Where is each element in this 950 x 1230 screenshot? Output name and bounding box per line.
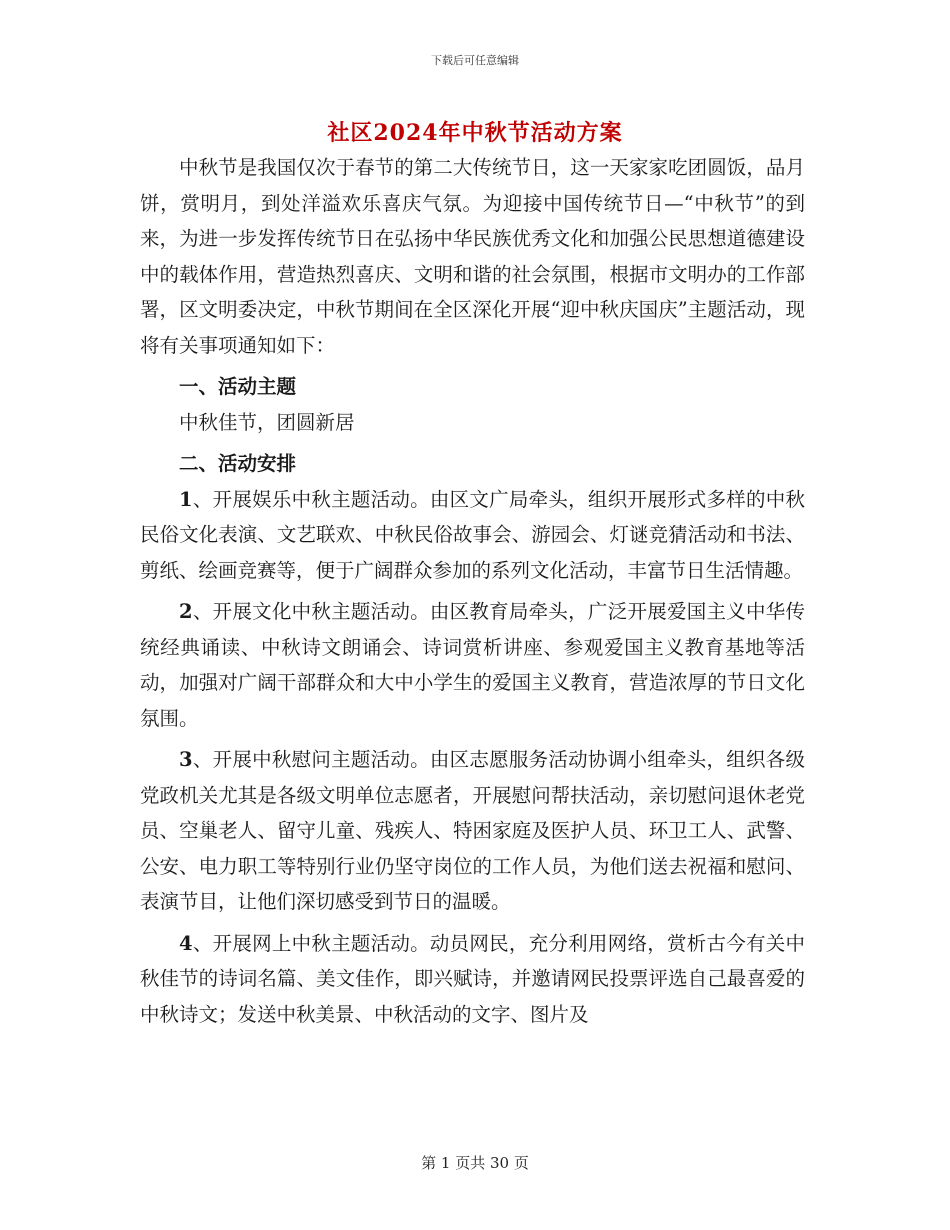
- item-text: 、开展中秋慰问主题活动。由区志愿服务活动协调小组牵头，组织各级党政机关尤其是各级文明单位志愿者，开展慰问帮扶活动，亲切慰问退休老党员、空巢老人、留守儿童、残疾人、特困家庭及医护人员、环卫工人、武警、公安、电力职工等特别行业仍坚守岗位的工作人员，为他们送去祝福和慰问、表演节目，让他们深切感受到节日的温暖。: [140, 748, 805, 913]
- intro-paragraph: 中秋节是我国仅次于春节的第二大传统节日，这一天家家吃团圆饭，品月饼，赏明月，到处洋溢欢乐喜庆气氛。为迎接中国传统节日—“中秋节”的到来，为进一步发挥传统节日在弘扬中华民族优秀文化和加强公民思想道德建设中的载体作用，营造热烈喜庆、文明和谐的社会氛围，根据市文明办的工作部署，区文明委决定，中秋节期间在全区深化开展“迎中秋庆国庆”主题活动，现将有关事项通知如下：: [140, 156, 805, 357]
- arrangement-item: [140, 742, 805, 920]
- item-number: 4: [179, 931, 193, 955]
- arrangement-item: [140, 482, 805, 589]
- item-number: 3: [179, 748, 193, 771]
- document-body: [140, 150, 805, 1032]
- section-heading-arrangement: 二、活动安排: [179, 452, 297, 475]
- item-text: 、开展娱乐中秋主题活动。由区文广局牵头，组织开展形式多样的中秋民俗文化表演、文艺联欢、中秋民俗故事会、游园会、灯谜竞猜活动和书法、剪纸、绘画竞赛等，便于广阔群众参加的系列文化活动，丰富节日生活情趣。: [140, 487, 805, 582]
- document-title: 社区2024年中秋节活动方案: [327, 120, 623, 146]
- section-heading-theme: 一、活动主题: [179, 375, 297, 398]
- item-text: 、开展文化中秋主题活动。由区教育局牵头，广泛开展爱国主义中华传统经典诵读、中秋诗文朗诵会、诗词赏析讲座、参观爱国主义教育基地等活动，加强对广阔干部群众和大中小学生的爱国主义教育，营造浓厚的节日文化氛围。: [140, 600, 805, 730]
- arrangement-item: [140, 594, 805, 736]
- section-theme-body: 中秋佳节，团圆新居: [179, 410, 355, 434]
- arrangement-item: [140, 926, 805, 1033]
- item-number: 1: [179, 487, 193, 511]
- page-footer-number: 第 1 页共 30 页: [421, 1154, 529, 1172]
- item-number: 2: [179, 600, 193, 623]
- item-text: 、开展网上中秋主题活动。动员网民，充分利用网络，赏析古今有关中秋佳节的诗词名篇、美文佳作，即兴赋诗，并邀请网民投票评选自己最喜爱的中秋诗文；发送中秋美景、中秋活动的文字、图片及: [140, 931, 805, 1026]
- page-header-note: 下载后可任意编辑: [431, 54, 519, 67]
